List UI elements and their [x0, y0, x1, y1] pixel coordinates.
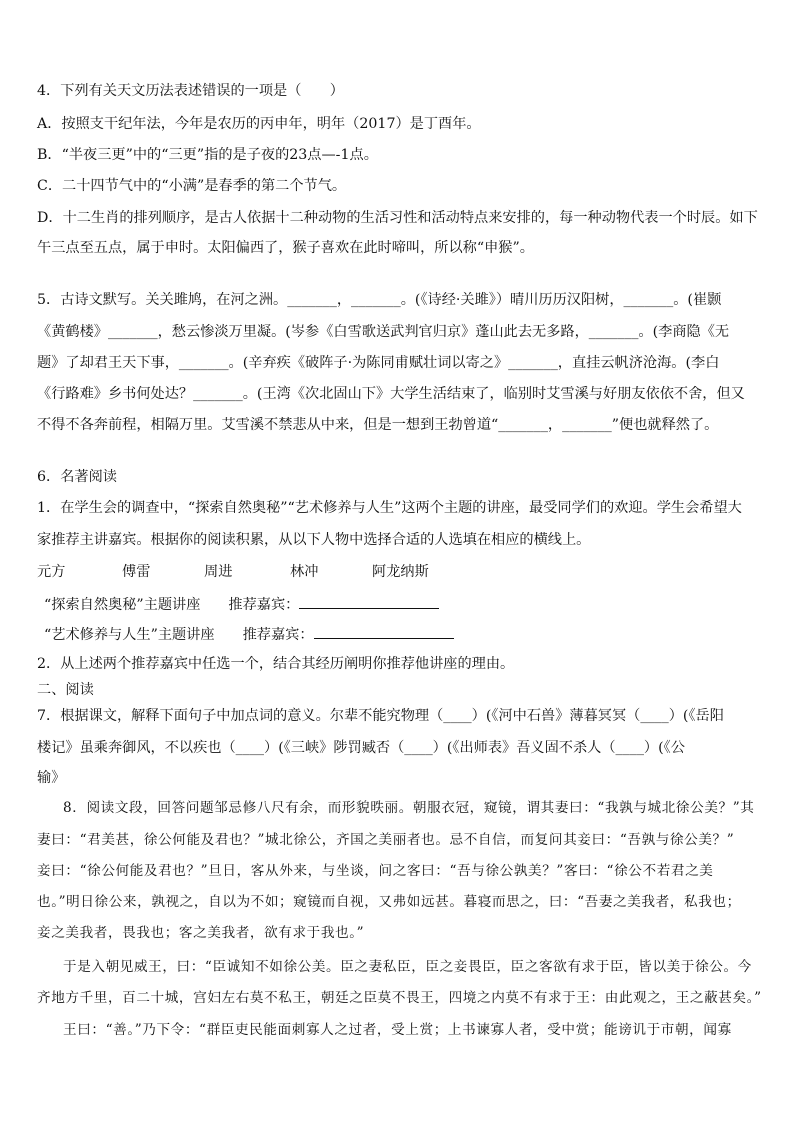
q8-line8: 王曰：“善。”乃下令：“群臣吏民能面刺寡人之过者，受上赏；上书谏寡人者，受中赏；能谤讥于市朝，闻寡: [63, 1022, 732, 1038]
q6-prompt-line3: 2．从上述两个推荐嘉宾中任选一个，结合其经历阐明你推荐他讲座的理由。: [37, 656, 515, 672]
q6-prompt-line2: 家推荐主讲嘉宾。根据你的阅读积累，从以下人物中选择合适的人选填在相应的横线上。: [37, 532, 591, 548]
q4-option-c: C．二十四节气中的“小满”是春季的第二个节气。: [37, 178, 347, 194]
candidate-name: 林冲: [290, 564, 319, 580]
lecture-topic-2: “艺术修养与人生”主题讲座: [44, 627, 215, 643]
recommend-label: 推荐嘉宾：: [242, 627, 314, 643]
section-heading: 二、阅读: [37, 682, 94, 698]
q8-line2: 妻曰：“君美甚，徐公何能及君也？”城北徐公，齐国之美丽者也。忌不自信，而复问其妾曰：“吾孰与徐公美？”: [37, 832, 735, 848]
candidate-name: 傅雷: [122, 564, 151, 580]
q8-line5: 妾之美我者，畏我也；客之美我者，欲有求于我也。”: [37, 925, 365, 941]
q4-option-d-line1: D．十二生肖的排列顺序，是古人依据十二种动物的生活习性和活动特点来安排的，每一种动物代表一个时辰。如下: [37, 210, 758, 226]
q6-title: 6．名著阅读: [37, 469, 117, 485]
q4-option-a: A．按照支干纪年法，今年是农历的丙申年，明年（2017）是丁酉年。: [37, 116, 481, 132]
candidate-name: 阿龙纳斯: [372, 564, 429, 580]
q5-line3: 题》了却君王天下事，_______。(辛弃疾《破阵子·为陈同甫赋壮词以寄之》_______，直挂云帆济沧海。(李白: [37, 355, 720, 371]
lecture-row-2: [44, 623, 454, 646]
q8-line6: 于是入朝见威王，曰：“臣诚知不如徐公美。臣之妻私臣，臣之妾畏臣，臣之客欲有求于臣，皆以美于徐公。今: [63, 959, 752, 975]
q6-prompt-line1: 1．在学生会的调查中，“探索自然奥秘”“艺术修养与人生”这两个主题的讲座，最受同学们的欢迎。学生会希望大: [37, 500, 742, 516]
candidate-list: [37, 561, 457, 583]
q4-option-b: B．“半夜三更”中的“三更”指的是子夜的23点—-1点。: [37, 147, 378, 163]
q4-stem: 4．下列有关天文历法表述错误的一项是（ ）: [37, 83, 344, 99]
q5-line2: 《黄鹤楼》_______，愁云惨淡万里凝。(岑参《白雪歌送武判官归京》蓬山此去无多路，_______。(李商隐《无: [37, 324, 730, 340]
candidate-name: 周进: [204, 564, 233, 580]
q5-line4: 《行路难》乡书何处达？_______。(王湾《次北固山下》大学生活结束了，临别时艾雪溪与好朋友依依不舍，但又: [37, 386, 745, 402]
candidate-name: 元方: [37, 564, 66, 580]
q8-line7: 齐地方千里，百二十城，宫妇左右莫不私王，朝廷之臣莫不畏王，四境之内莫不有求于王：由此观之，王之蔽甚矣。”: [37, 990, 762, 1006]
q8-line1: 8．阅读文段，回答问题邹忌修八尺有余，而形貌昳丽。朝服衣冠，窥镜，谓其妻曰：“我孰与城北徐公美？”其: [63, 800, 755, 816]
lecture-topic-1: “探索自然奥秘”主题讲座: [44, 597, 201, 613]
recommend-blank-1[interactable]: [299, 593, 439, 609]
lecture-row-1: [44, 593, 439, 616]
q7-line3: 输》: [37, 770, 66, 786]
recommend-blank-2[interactable]: [314, 623, 454, 639]
q4-option-d-line2: 午三点至五点，属于申时。太阳偏西了，猴子喜欢在此时啼叫，所以称“申猴”。: [37, 240, 534, 256]
q5-line1: 5．古诗文默写。关关雎鸠，在河之洲。_______，_______。(《诗经·关雎》）晴川历历汉阳树，_______。(崔颢: [37, 292, 722, 308]
q8-line3: 妾曰：“徐公何能及君也？”旦日，客从外来，与坐谈，问之客曰：“吾与徐公孰美？”客曰：“徐公不若君之美: [37, 863, 714, 879]
q8-line4: 也。”明日徐公来，孰视之，自以为不如；窥镜而自视，又弗如远甚。暮寝而思之，曰：“吾妻之美我者，私我也；: [37, 894, 741, 910]
recommend-label: 推荐嘉宾：: [228, 597, 300, 613]
q7-line2: 楼记》虽乘奔御风，不以疾也（____）(《三峡》陟罚臧否（____）(《出师表》吾义固不杀人（____）(《公: [37, 740, 685, 756]
q5-line5: 不得不各奔前程，相隔万里。艾雪溪不禁悲从中来，但是一想到王勃曾道“_______，_______”便也就释然了。: [37, 417, 719, 433]
q7-line1: 7．根据课文，解释下面句子中加点词的意义。尔辈不能究物理（____）(《河中石兽》薄暮冥冥（____）(《岳阳: [37, 708, 724, 724]
